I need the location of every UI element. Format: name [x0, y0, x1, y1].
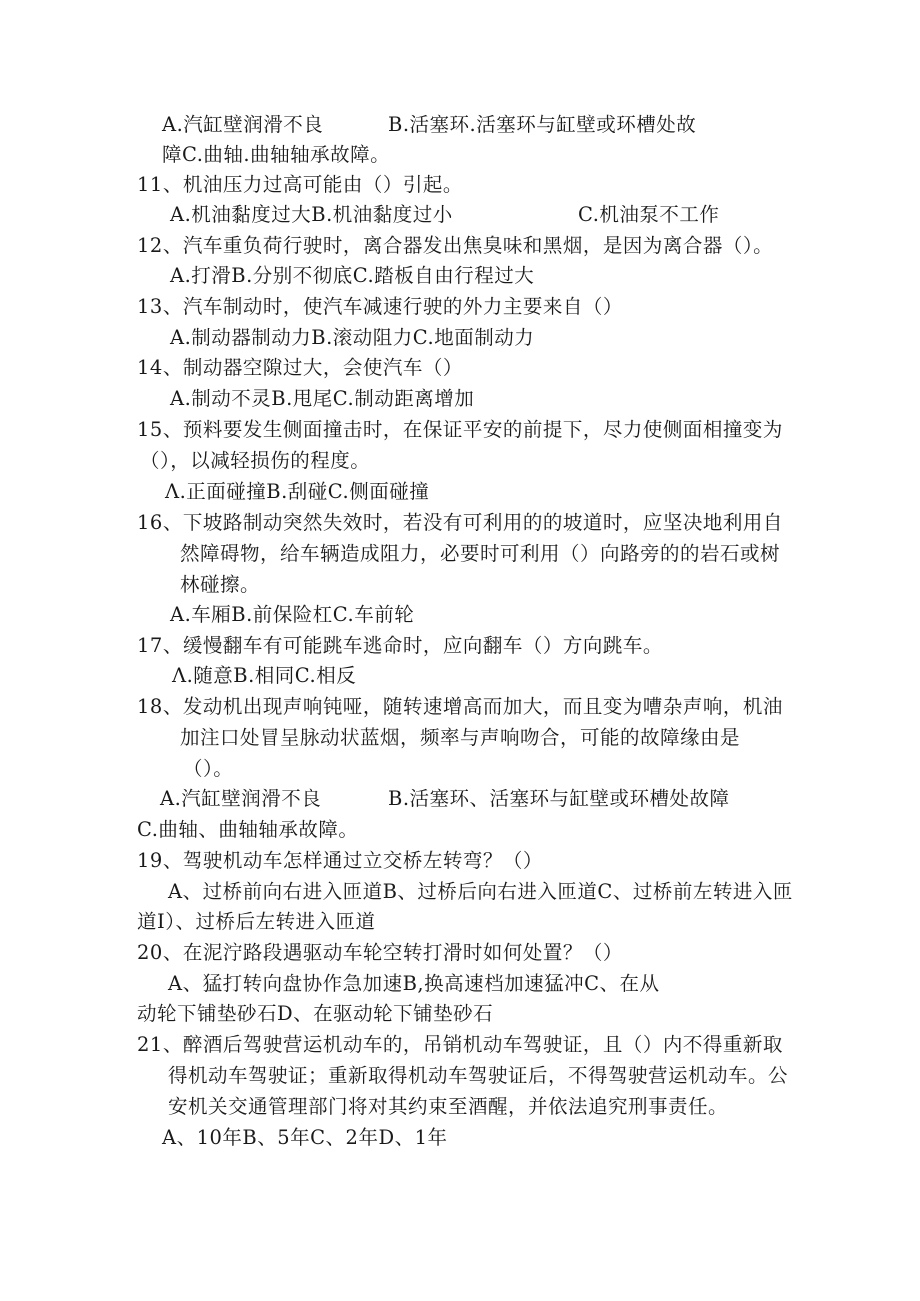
question-18: 18、发动机出现声响钝哑，随转速增高而加大，而且变为嘈杂声响，机油 — [137, 695, 783, 718]
question-16: 16、下坡路制动突然失效时，若没有可利用的的坡道时，应坚决地利用自 — [137, 511, 783, 534]
text-line: 动轮下铺垫砂石D、在驱动轮下铺垫砂石 — [137, 1002, 494, 1025]
text-line: （）。 — [183, 757, 234, 780]
text-line: A、猛打转向盘协作急加速B,换高速档加速猛冲C、在从 — [168, 972, 660, 995]
text-line: A.车厢B.前保险杠C.车前轮 — [170, 603, 415, 626]
question-14: 14、制动器空隙过大，会使汽车（） — [137, 356, 463, 379]
text-line: A.汽缸壁润滑不良 — [162, 113, 324, 136]
text-line: A.打滑B.分别不彻底C.踏板自由行程过大 — [170, 264, 535, 287]
text-line: Λ.随意B.相同C.相反 — [172, 664, 357, 687]
text-line: A.机油黏度过大B.机油黏度过小 — [170, 203, 453, 226]
question-15: 15、预料要发生侧面撞击时，在保证平安的前提下，尽力使侧面相撞变为 — [137, 418, 783, 441]
text-line: C.机油泵不工作 — [578, 203, 720, 226]
question-11: 11、机油压力过高可能由（）引起。 — [137, 173, 463, 196]
text-line: 然障碍物，给车辆造成阻力，必要时可利用（）向路旁的的岩石或树 — [180, 542, 781, 565]
text-line: A.汽缸壁润滑不良 — [160, 787, 322, 810]
question-20: 20、在泥泞路段遇驱动车轮空转打滑时如何处置？（） — [137, 941, 623, 964]
text-line: A.制动器制动力B.滚动阻力C.地面制动力 — [170, 326, 535, 349]
text-line: 加注口处冒呈脉动状蓝烟，频率与声响吻合，可能的故障缘由是 — [180, 726, 741, 749]
text-line: 障C.曲轴.曲轴轴承故障。 — [162, 143, 391, 166]
question-17: 17、缓慢翻车有可能跳车逃命时，应向翻车（）方向跳车。 — [137, 634, 663, 657]
text-line: A、10年B、5年C、2年D、1年 — [162, 1126, 448, 1149]
text-line: A、过桥前向右进入匝道B、过桥后向右进入匝道C、过桥前左转进入匝 — [168, 880, 793, 903]
question-13: 13、汽车制动时，使汽车减速行驶的外力主要来自（） — [137, 295, 623, 318]
text-line: 得机动车驾驶证；重新取得机动车驾驶证后，不得驾驶营运机动车。公 — [168, 1064, 789, 1087]
text-line: 安机关交通管理部门将对其约束至酒醒，并依法追究刑事责任。 — [168, 1095, 729, 1118]
text-line: C.曲轴、曲轴轴承故障。 — [137, 818, 359, 841]
text-line: B.活塞环、活塞环与缸壁或环槽处故障 — [388, 787, 730, 810]
question-21: 21、醉酒后驾驶营运机动车的，吊销机动车驾驶证，且（）内不得重新取 — [137, 1033, 783, 1056]
question-12: 12、汽车重负荷行驶时，离合器发出焦臭味和黑烟，是因为离合器（）。 — [137, 234, 774, 257]
text-line: （），以减轻损伤的程度。 — [140, 449, 371, 472]
text-line: 道I）、过桥后左转进入匝道 — [137, 910, 376, 933]
text-line: B.活塞环.活塞环与缸壁或环槽处故 — [388, 113, 697, 136]
text-line: A.制动不灵B.甩尾C.制动距离增加 — [170, 387, 475, 410]
question-19: 19、驾驶机动车怎样通过立交桥左转弯？（） — [137, 849, 543, 872]
text-line: Λ.正面碰撞B.刮碰C.侧面碰撞 — [165, 480, 430, 503]
text-line: 林碰擦。 — [180, 573, 261, 596]
